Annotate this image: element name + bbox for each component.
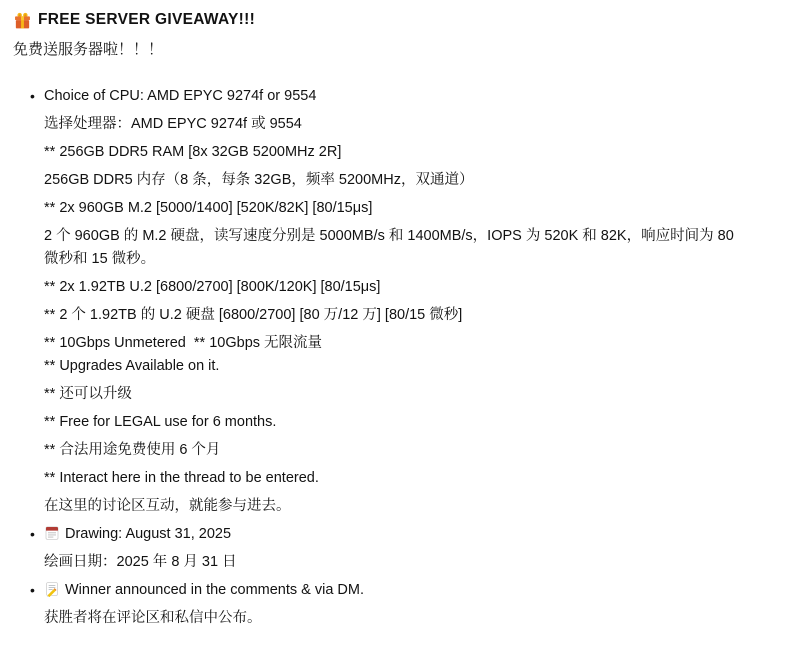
post-title-zh: 免费送服务器啦！！！: [13, 41, 164, 58]
winner-line-zh: 获胜者将在评论区和私信中公布。: [44, 610, 262, 626]
upgrades-line-en: ** Upgrades Available on it.: [44, 358, 220, 374]
upgrades-line-zh: ** 还可以升级: [44, 386, 132, 402]
cpu-line-zh: 选择处理器：AMD EPYC 9274f 或 9554: [44, 116, 302, 132]
winner-line-en: [44, 579, 770, 602]
winner-text: Winner announced in the comments & via DM.: [65, 582, 364, 598]
drawing-text: Drawing: August 31, 2025: [65, 526, 232, 542]
drawing-line-zh: 绘画日期：2025 年 8 月 31 日: [44, 554, 237, 570]
u2-line-zh: ** 2 个 1.92TB 的 U.2 硬盘 [6800/2700] [80 万/12 万] [80/15 微秒]: [44, 307, 463, 323]
m2-line-zh: 2 个 960GB 的 M.2 硬盘，读写速度分别是 5000MB/s 和 1400MB/s，IOPS 为 520K 和 82K，响应时间为 80 微秒和 15 微秒。: [44, 228, 734, 267]
interact-line-en: ** Interact here in the thread to be entered.: [44, 470, 319, 486]
bandwidth-line: ** 10Gbps Unmetered ** 10Gbps 无限流量: [44, 335, 323, 351]
u2-line-en: ** 2x 1.92TB U.2 [6800/2700] [800K/120K] [80/15μs]: [44, 279, 381, 295]
drawing-line-en: [44, 523, 770, 546]
interact-line-zh: 在这里的讨论区互动，就能参与进去。: [44, 498, 291, 514]
ram-line-zh: 256GB DDR5 内存（8 条，每条 32GB，频率 5200MHz，双通道）: [44, 172, 474, 188]
gift-icon: [13, 11, 32, 30]
post-title-text: FREE SERVER GIVEAWAY!!!: [38, 11, 256, 28]
list-item-winner: [13, 579, 770, 630]
ram-line-en: ** 256GB DDR5 RAM [8x 32GB 5200MHz 2R]: [44, 144, 342, 160]
list-item-drawing: [13, 523, 770, 574]
calendar-icon: [44, 525, 60, 541]
post-title: [13, 10, 770, 30]
cpu-line-en: • Choice of CPU: AMD EPYC 9274f or 9554: [44, 88, 317, 104]
list-item-specs: [13, 85, 770, 518]
free-line-en: ** Free for LEGAL use for 6 months.: [44, 414, 277, 430]
free-line-zh: ** 合法用途免费使用 6 个月: [44, 442, 221, 458]
memo-icon: [44, 581, 60, 597]
m2-line-en: ** 2x 960GB M.2 [5000/1400] [520K/82K] [80/15μs]: [44, 200, 373, 216]
giveaway-details-list: [13, 85, 770, 630]
